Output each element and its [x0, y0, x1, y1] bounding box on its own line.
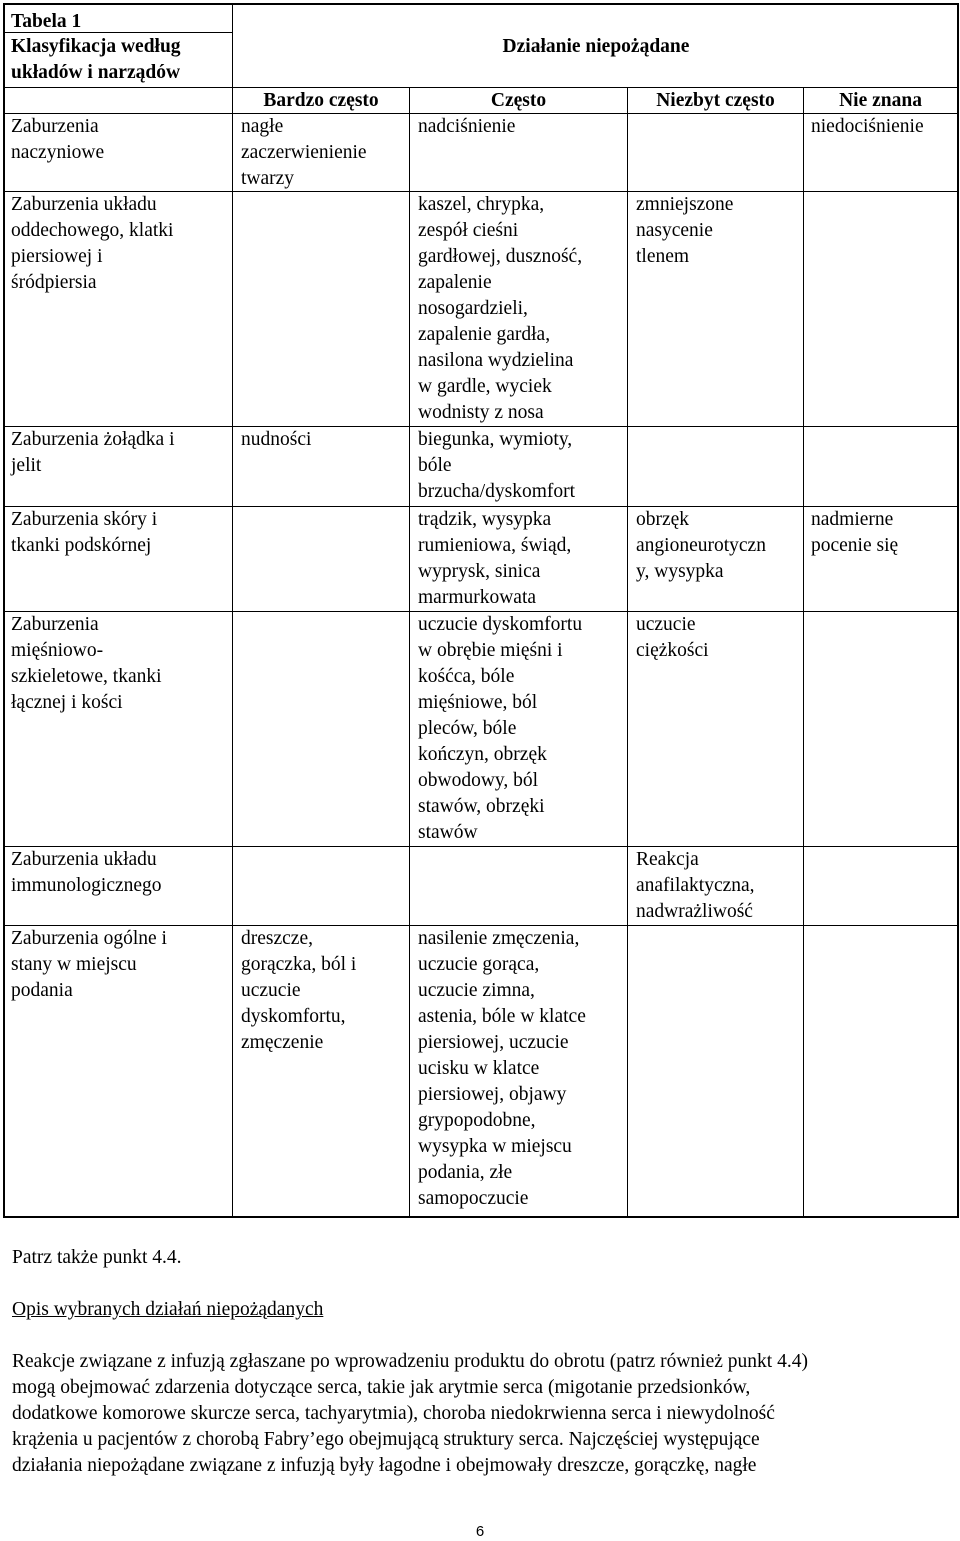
column-divider — [409, 87, 410, 1216]
section-heading: Opis wybranych działań niepożądanych — [12, 1299, 324, 1320]
uncommon-cell: zmniejszone nasycenie tlenem — [636, 194, 734, 267]
uncommon-cell: Reakcja anafilaktyczna, nadwrażliwość — [636, 849, 755, 922]
uncommon-cell: uczucie ciężkości — [636, 614, 709, 661]
class-column-header: Klasyfikacja według układów i narządów — [11, 36, 181, 83]
common-cell: nasilenie zmęczenia, uczucie gorąca, uczucie zimna, astenia, bóle w klatce piersiowej, uczucie ucisku w klatce piersiowej, objawy grypopodobne, wysypka w miejscu podania, złe samopoczucie — [418, 928, 586, 1209]
row-class-cell: Zaburzenia skóry i tkanki podskórnej — [11, 509, 158, 556]
row-class-cell: Zaburzenia układu immunologicznego — [11, 849, 162, 896]
uncommon-cell: obrzęk angioneurotyczn y, wysypka — [636, 509, 766, 582]
freq-header-very-common: Bardzo często — [263, 90, 379, 111]
table-caption: Tabela 1 — [11, 11, 82, 32]
page-number: 6 — [475, 1523, 485, 1540]
column-divider — [803, 87, 804, 1216]
very-common-cell: nagłe zaczerwienienie twarzy — [241, 116, 367, 189]
adverse-reactions-table — [3, 3, 959, 1218]
unknown-cell: niedociśnienie — [811, 116, 924, 137]
row-class-cell: Zaburzenia naczyniowe — [11, 116, 105, 163]
column-divider — [627, 87, 628, 1216]
row-class-cell: Zaburzenia ogólne i stany w miejscu podania — [11, 928, 167, 1001]
unknown-cell: nadmierne pocenie się — [811, 509, 899, 556]
row-class-cell: Zaburzenia mięśniowo- szkieletowe, tkanki łącznej i kości — [11, 614, 162, 713]
freq-header-common: Często — [490, 90, 547, 111]
common-cell: biegunka, wymioty, bóle brzucha/dyskomfort — [418, 429, 576, 502]
freq-header-unknown: Nie znana — [839, 90, 922, 111]
very-common-cell: nudności — [241, 429, 312, 450]
common-cell: trądzik, wysypka rumieniowa, świąd, wyprysk, sinica marmurkowata — [418, 509, 572, 608]
body-paragraph: Reakcje związane z infuzją zgłaszane po wprowadzeniu produktu do obrotu (patrz również punkt 4.4) mogą obejmować zdarzenia dotyczące serca, takie jak arytmie serca (migotanie przedsionków, dodatkowe komorowe skurcze serca, tachyarytmia), choroba niedokrwienna serca i niewydolność krążenia u pacjentów z chorobą Fabry’ego obejmującą struktury serca. Najczęściej występujące działania niepożądane związane z infuzją były łagodne i obejmowały dreszcze, gorączkę, nagłe — [12, 1351, 808, 1476]
very-common-cell: dreszcze, gorączka, ból i uczucie dyskomfortu, zmęczenie — [241, 928, 357, 1053]
common-cell: kaszel, chrypka, zespół cieśni gardłowej, duszność, zapalenie nosogardzieli, zapalenie gardła, nasilona wydzielina w gardle, wyciek wodnisty z nosa — [418, 194, 583, 423]
row-class-cell: Zaburzenia układu oddechowego, klatki piersiowej i śródpiersia — [11, 194, 174, 293]
common-cell: nadciśnienie — [418, 116, 516, 137]
see-also-note: Patrz także punkt 4.4. — [12, 1247, 182, 1268]
common-cell: uczucie dyskomfortu w obrębie mięśni i kośćca, bóle mięśniowe, ból pleców, bóle kończyn, obrzęk obwodowy, ból stawów, obrzęki stawów — [418, 614, 583, 843]
effects-header: Działanie niepożądane — [502, 36, 690, 57]
row-class-cell: Zaburzenia żołądka i jelit — [11, 429, 175, 476]
freq-header-uncommon: Niezbyt często — [656, 90, 775, 111]
